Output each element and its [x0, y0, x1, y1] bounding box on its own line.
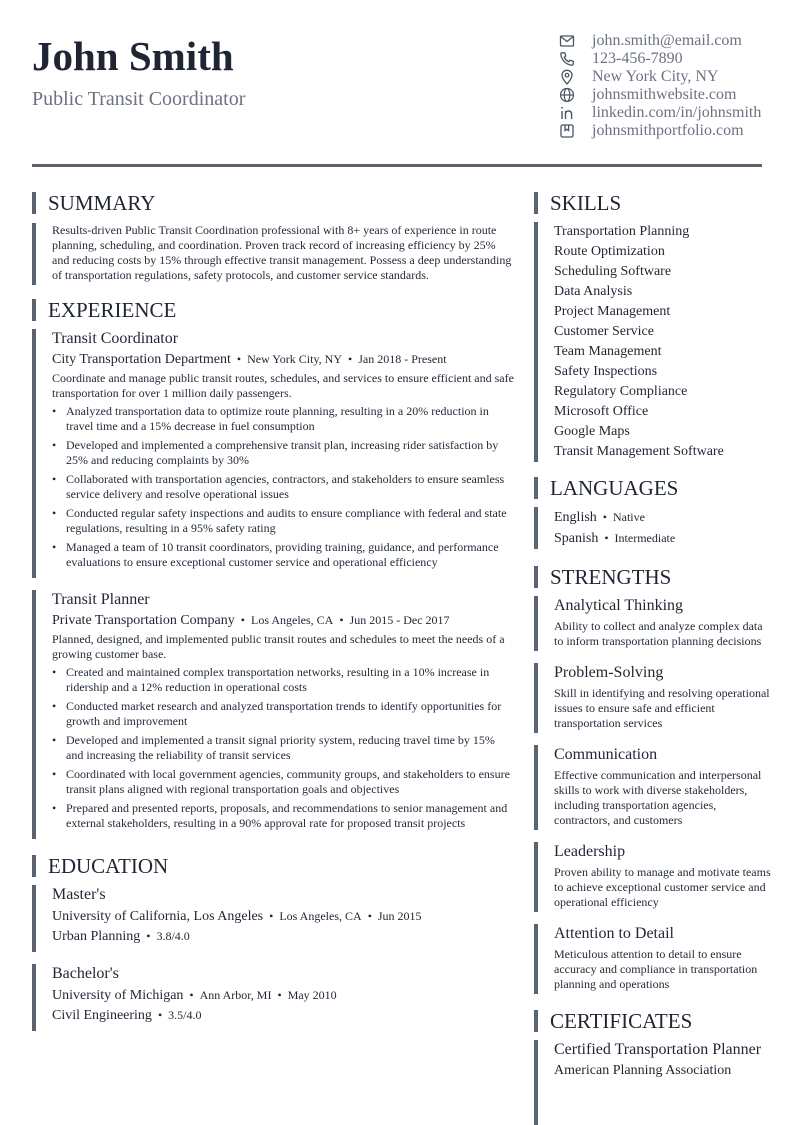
- skills-heading: SKILLS: [534, 192, 774, 214]
- summary-block: [32, 223, 514, 285]
- skill-item: Google Maps: [554, 424, 630, 439]
- education-gpa: 3.8/4.0: [156, 929, 190, 943]
- separator-dot: •: [277, 988, 282, 1002]
- education-school-line: [52, 908, 514, 925]
- strength-title: Attention to Detail: [554, 925, 674, 942]
- education-gpa: 3.5/4.0: [168, 1008, 202, 1022]
- certificate-issuer: American Planning Association: [554, 1063, 732, 1078]
- certificate-title: Certified Transportation Planner: [554, 1041, 762, 1058]
- strength-entry: [534, 663, 774, 733]
- skill-item: Transportation Planning: [554, 224, 690, 239]
- separator-dot: •: [240, 613, 245, 627]
- job-dates: Jan 2018 - Present: [358, 352, 447, 366]
- job-meta: [52, 612, 514, 629]
- job-bullet: • Coordinated with local government agencies, community groups, and stakeholders to ensure transit plans aligned with regional transportation goals and objectives: [52, 767, 514, 797]
- education-field-line: [52, 928, 514, 945]
- education-date: May 2010: [287, 988, 337, 1002]
- linkedin-icon: [559, 105, 575, 121]
- language-item: [554, 528, 774, 549]
- job-description: Planned, designed, and implemented public transit routes and schedules to meet the needs of a growing customer base.: [52, 632, 505, 661]
- education-school: University of California, Los Angeles: [52, 909, 264, 924]
- language-level: Intermediate: [614, 531, 676, 545]
- education-field: Civil Engineering: [52, 1008, 152, 1023]
- contact-location: [559, 68, 789, 86]
- job-bullet: • Developed and implemented a comprehensive transit plan, increasing rider satisfaction by 25% and reducing complaints by 30%: [52, 438, 514, 468]
- job-bullet: • Conducted regular safety inspections and audits to ensure compliance with federal and state regulations, resulting in a 95% safety rating: [52, 506, 514, 536]
- language-name: Spanish: [554, 531, 599, 546]
- mail-icon: [559, 33, 575, 49]
- separator-dot: •: [146, 929, 151, 943]
- job-bullet: • Collaborated with transportation agencies, contractors, and stakeholders to ensure seamless service delivery and resolve operational issues: [52, 472, 514, 502]
- summary-text: Results-driven Public Transit Coordination professional with 8+ years of experience in route planning, scheduling, and coordination. Proven track record of increasing efficiency by 25% and reducing costs by 15% through effective transit management. Possess a deep understanding of transportation regulations, safety protocols, and customer service standards.: [52, 223, 512, 282]
- separator-dot: •: [157, 1008, 163, 1022]
- strength-title: Problem-Solving: [554, 664, 664, 681]
- contact-phone[interactable]: [559, 50, 789, 68]
- job-bullet: • Prepared and presented reports, proposals, and recommendations to senior management and external stakeholders, resulting in a 90% approval rate for proposed transit projects: [52, 801, 514, 831]
- job-description: Coordinate and manage public transit routes, schedules, and services to ensure efficient and safe transportation for over 1 million daily passengers.: [52, 371, 514, 400]
- candidate-name: John Smith: [32, 33, 234, 79]
- education-field: Urban Planning: [52, 929, 141, 944]
- job-entry: [32, 329, 514, 578]
- strength-description: Effective communication and interpersonal skills to work with diverse stakeholders, including transportation agencies, contractors, and customers: [554, 768, 762, 827]
- job-dates: Jun 2015 - Dec 2017: [349, 613, 450, 627]
- skill-item: Route Optimization: [554, 244, 665, 259]
- skill-item: Regulatory Compliance: [554, 384, 688, 399]
- job-company: Private Transportation Company: [52, 613, 235, 628]
- strength-title: Analytical Thinking: [554, 597, 684, 614]
- separator-dot: •: [604, 531, 609, 545]
- skill-item: Project Management: [554, 304, 671, 319]
- language-item: [554, 507, 774, 528]
- strength-description: Ability to collect and analyze complex data to inform transportation planning decisions: [554, 619, 763, 648]
- strength-title: Communication: [554, 746, 658, 763]
- skill-item: Data Analysis: [554, 284, 633, 299]
- certificates-heading: CERTIFICATES: [534, 1010, 774, 1032]
- education-school-line: [52, 987, 514, 1004]
- job-bullet: • Developed and implemented a transit signal priority system, reducing travel time by 15% and increasing the reliability of transit services: [52, 733, 514, 763]
- strength-description: Proven ability to manage and motivate teams to achieve exceptional customer service and operational efficiency: [554, 865, 771, 909]
- summary-heading: SUMMARY: [32, 192, 514, 214]
- contact-portfolio[interactable]: [559, 122, 789, 140]
- separator-dot: •: [339, 613, 344, 627]
- job-title: Transit Planner: [52, 591, 150, 608]
- contact-portfolio-text: johnsmithportfolio.com: [592, 122, 744, 139]
- job-bullets: [52, 404, 514, 570]
- education-location: Ann Arbor, MI: [199, 988, 272, 1002]
- skill-item: Transit Management Software: [554, 444, 724, 459]
- separator-dot: •: [236, 352, 242, 366]
- separator-dot: •: [348, 352, 353, 366]
- certificate-entry: [534, 1040, 774, 1125]
- contact-email[interactable]: [559, 32, 789, 50]
- contact-list: [559, 32, 789, 140]
- education-field-line: [52, 1007, 514, 1024]
- education-date: Jun 2015: [377, 909, 422, 923]
- separator-dot: •: [602, 510, 607, 524]
- languages-heading: LANGUAGES: [534, 477, 774, 499]
- left-column: [32, 192, 514, 1043]
- education-location: Los Angeles, CA: [279, 909, 362, 923]
- strength-description: Skill in identifying and resolving operational issues to ensure safe and efficient transportation services: [554, 686, 770, 730]
- right-column: [534, 192, 774, 1125]
- skill-item: Customer Service: [554, 324, 654, 339]
- phone-icon: [559, 51, 575, 67]
- job-meta: [52, 351, 514, 368]
- job-title: Transit Coordinator: [52, 330, 179, 347]
- job-company: City Transportation Department: [52, 352, 231, 367]
- skill-item: Microsoft Office: [554, 404, 649, 419]
- job-bullet: • Managed a team of 10 transit coordinators, providing training, guidance, and performance evaluations to ensure exceptional customer service and operational efficiency: [52, 540, 514, 570]
- education-degree: Master's: [52, 886, 106, 903]
- education-degree: Bachelor's: [52, 965, 119, 982]
- separator-dot: •: [367, 909, 372, 923]
- separator-dot: •: [189, 988, 194, 1002]
- strength-entry: [534, 842, 774, 912]
- portfolio-icon: [559, 123, 575, 139]
- location-pin-icon: [559, 69, 575, 85]
- language-level: Native: [612, 510, 645, 524]
- contact-location-text: New York City, NY: [592, 68, 719, 85]
- strength-entry: [534, 924, 774, 994]
- header-divider: [32, 164, 762, 167]
- experience-heading: EXPERIENCE: [32, 299, 514, 321]
- contact-phone-text: 123-456-7890: [592, 50, 683, 67]
- globe-icon: [559, 87, 575, 103]
- contact-linkedin[interactable]: [559, 104, 789, 122]
- strength-description: Meticulous attention to detail to ensure accuracy and compliance in transportation planning and operations: [554, 947, 758, 991]
- candidate-role: Public Transit Coordinator: [32, 88, 246, 110]
- job-location: New York City, NY: [247, 352, 342, 366]
- language-name: English: [554, 510, 597, 525]
- job-bullet: • Analyzed transportation data to optimize route planning, resulting in a 20% reduction in travel time and a 15% decrease in fuel consumption: [52, 404, 514, 434]
- job-bullet: • Created and maintained complex transportation networks, resulting in a 10% increase in ridership and a 12% reduction in operational costs: [52, 665, 514, 695]
- education-entry: [32, 964, 514, 1031]
- job-location: Los Angeles, CA: [250, 613, 334, 627]
- job-bullet: • Conducted market research and analyzed transportation trends to identify opportunities for growth and improvement: [52, 699, 514, 729]
- strength-entry: [534, 745, 774, 830]
- education-entry: [32, 885, 514, 952]
- education-school: University of Michigan: [52, 988, 184, 1003]
- contact-linkedin-text: linkedin.com/in/johnsmith: [592, 104, 762, 121]
- education-heading: EDUCATION: [32, 855, 514, 877]
- skill-item: Scheduling Software: [554, 264, 672, 279]
- contact-website-text: johnsmithwebsite.com: [592, 86, 737, 103]
- separator-dot: •: [269, 909, 274, 923]
- skill-item: Safety Inspections: [554, 364, 658, 379]
- job-entry: [32, 590, 514, 839]
- contact-email-text: john.smith@email.com: [592, 32, 742, 49]
- contact-website[interactable]: [559, 86, 789, 104]
- skill-item: Team Management: [554, 344, 662, 359]
- strengths-heading: STRENGTHS: [534, 566, 774, 588]
- job-bullets: [52, 665, 514, 831]
- strength-title: Leadership: [554, 843, 626, 860]
- skills-block: [534, 222, 774, 462]
- strength-entry: [534, 596, 774, 651]
- languages-block: [534, 507, 774, 549]
